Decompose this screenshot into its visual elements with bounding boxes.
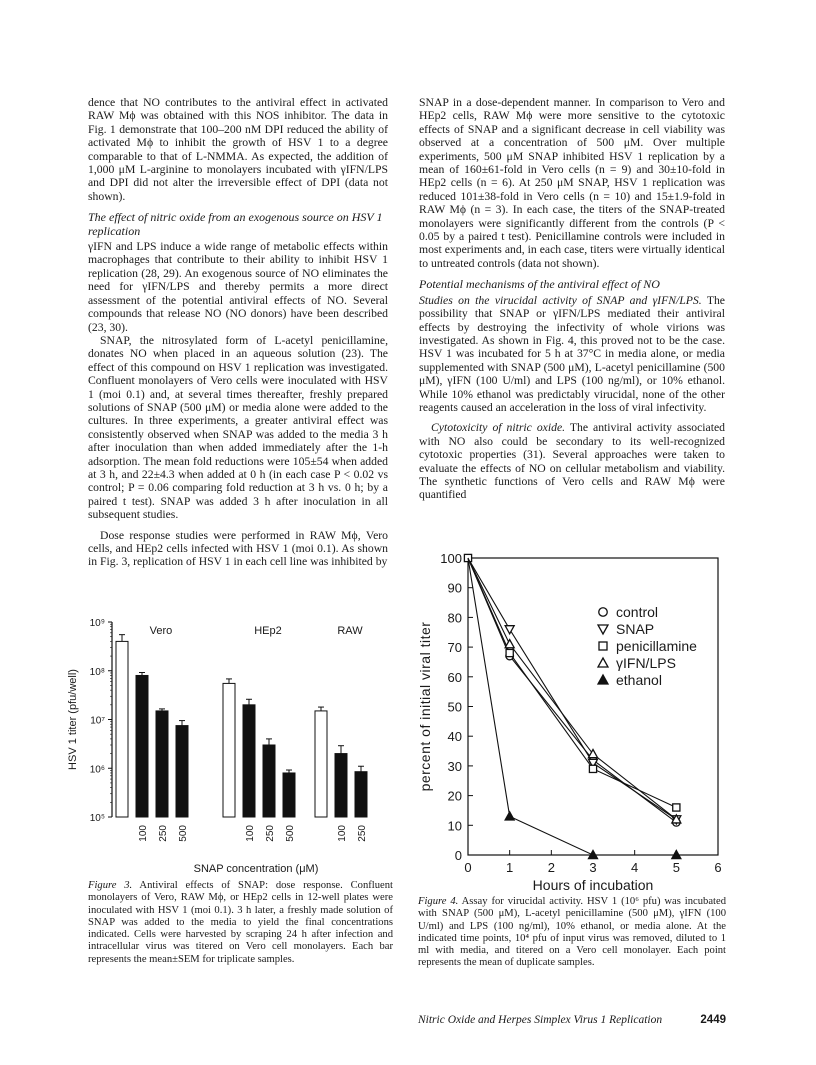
legend-label: penicillamine [616,638,697,654]
paragraph [419,421,725,501]
bar [315,711,327,817]
caption-text: Assay for virucidal activity. HSV 1 (10⁶ pfu) was incubated with SNAP (500 μM), L-acetyl penicillamine (500 μM), γIFN (100 U/ml) and LPS (100 ng/ml), 10% ethanol, or media alone. At the indicated time points, 10⁴ pfu of input virus was removed, diluted to 1 ml with media, and titered on a Vero cell monolayer. Each point represents the mean of duplicate samples. [418,896,726,969]
paragraph [419,294,725,415]
figure-4 [408,548,738,893]
y-tick-label: 40 [447,729,462,745]
running-footer [418,1014,726,1026]
legend-label: control [616,604,659,620]
series-line [468,558,676,855]
caption-label: Figure 3. [88,880,133,891]
figure-4-line-chart [408,548,738,893]
series-line [468,558,676,822]
paragraph-body: The possibility that SNAP or γIFN/LPS mediated their antiviral effects by destroying the infectivity of whole virions was investigated. As shown in Fig. 4, this proved not to be the case. HSV 1 was incubated for 5 h at 37°C in media alone, or media supplemented with SNAP (500 μM), L-acetyl penicillamine (500 μM), γIFN (100 U/ml) and LPS (100 ng/ml), or 10% ethanol. While 10% ethanol was predictably virucidal, none of the other reagents caused an acceleration in the loss of viral infectivity. [419,293,725,414]
section-heading: The effect of nitric oxide from an exogenous source on HSV 1 replication [88,210,383,238]
bar [283,773,295,817]
y-tick-label: 30 [447,758,462,774]
page-number: 2449 [700,1014,726,1026]
legend-label: γIFN/LPS [616,655,676,671]
y-tick-label: 80 [447,610,462,626]
bar [243,705,255,817]
y-tick-label: 0 [454,848,462,863]
group-label: RAW [337,625,363,637]
y-axis-label: HSV 1 titer (pfu/well) [67,669,79,770]
data-point [505,812,514,820]
legend-label: SNAP [616,621,655,637]
y-tick-label: 10 [447,818,462,834]
data-point [505,640,514,648]
y-tick-label: 90 [447,580,462,596]
x-tick-label: 6 [714,860,722,875]
legend-label: ethanol [616,672,662,688]
y-tick-label: 10⁸ [89,666,105,678]
paragraph: Dose response studies were performed in RAW Mϕ, Vero cells, and HEp2 cells infected with HSV 1 (moi 0.1). As shown in Fig. 3, replication of HSV 1 in each cell line was inhibited by [88,528,388,569]
paragraph: SNAP, the nitrosylated form of L-acetyl penicillamine, donates NO when placed in an aqueous solution (23). The effect of this compound on HSV 1 replication was investigated. Confluent monolayers of Vero cells were inoculated with HSV 1 (moi 0.1) and, at several times thereafter, freshly prepared solutions of SNAP (500 μM) or media alone were added to the cultures. In three experiments, a greater antiviral effect was consistently observed when SNAP was added to the media 3 h after inoculation than when added immediately after the 1-h adsorption. The mean fold reductions were 105±54 when added at 3 h, and 22±4.3 when added at 0 h (in each case P < 0.02 vs control; P = 0.06 comparing fold reduction at 3 h vs. 0 h; by a paired t test). SNAP was added 3 h after inoculation in all subsequent studies. [88,333,388,522]
caption-text: Antiviral effects of SNAP: dose response. Confluent monolayers of Vero, RAW Mϕ, or HEp2 cells in 12-well plates were inoculated with HSV 1 (moi 0.1). 3 h later, a freshly made solution of SNAP was added to the media to yield the final concentrations indicated. Cells were harvested by scraping 24 h after infection and intracellular virus was titered on Vero cell monolayers. Each bar represents the mean±SEM for triplicate samples. [88,880,393,965]
x-tick-label: 0 [464,860,472,875]
x-tick-label: 3 [589,860,597,875]
data-point [505,626,514,634]
x-tick-label: 2 [547,860,555,875]
x-tick-label: 250 [158,825,169,842]
data-point [598,675,608,684]
data-point [673,804,680,811]
y-tick-label: 50 [447,699,462,715]
series-snap [468,558,681,824]
y-tick-label: 70 [447,640,462,656]
x-tick-label: 100 [245,825,256,842]
journal-running-title: Nitric Oxide and Herpes Simplex Virus 1 Replication [418,1014,663,1026]
paragraph: dence that NO contributes to the antiviral effect in activated RAW Mϕ was obtained with this NOS inhibitor. The data in Fig. 1 demonstrate that 100–200 nM DPI reduced the ability of activated Mϕ to inhibit the growth of HSV 1 to a degree comparable to that of L-NMMA. As expected, the addition of 1,000 μM L-arginine to monolayers incubated with γIFN/LPS and DPI did not alter the irreversible effect of DPI (data not shown). [88,96,388,203]
series-line [468,558,676,819]
figure-3 [60,610,400,878]
bar [116,641,128,817]
y-tick-label: 100 [440,551,462,566]
caption-label: Figure 4. [418,896,459,907]
x-tick-label: 1 [506,860,514,875]
y-tick-label: 60 [447,669,462,685]
x-tick-label: 100 [138,825,149,842]
data-point [589,765,596,772]
x-axis-label: Hours of incubation [532,877,654,893]
x-tick-label: 250 [265,825,276,842]
x-tick-label: 5 [672,860,680,875]
series-ifnlps [468,558,681,823]
x-tick-label: 250 [357,825,368,842]
group-label: Vero [149,625,173,637]
figure-4-caption [418,896,726,970]
series-control [468,558,680,826]
data-point [598,658,608,667]
series-line [468,558,676,819]
y-tick-label: 10⁶ [89,764,105,776]
paragraph: γIFN and LPS induce a wide range of metabolic effects within macrophages that contribute to their ability to inhibit HSV 1 replication (28, 29). An exogenous source of NO eliminates the need for γIFN/LPS and thereby permits a more direct assessment of the potential antiviral effects of NO. Several compounds that release NO (NO donors) have been described (23, 30). [88,240,388,334]
right-text-column [419,96,725,502]
data-point [506,649,513,656]
y-tick-label: 10⁵ [89,813,105,824]
left-text-column [88,96,388,569]
bar [156,711,168,817]
paragraph: SNAP in a dose-dependent manner. In comparison to Vero and HEp2 cells, RAW Mϕ were more sensitive to the cytotoxic effects of SNAP and a significant decrease in cell viability was observed at a concentration of 500 μM. Over multiple experiments, 500 μM SNAP inhibited HSV 1 replication by a mean of 160±61-fold in Vero cells (n = 9) and 30±10-fold in HEp2 cells (n = 6). At 250 μM SNAP, HSV 1 replication was reduced 101±38-fold in Vero cells (n = 10) and 15±1.9-fold in RAW Mϕ (n = 3). In each case, the titers of the SNAP-treated monolayers were significantly different from the controls (P < 0.05 by a paired t test). Penicillamine controls were included in most experiments and, in each case, titers were virtually identical to untreated controls (data not shown). [419,96,725,270]
data-point [598,625,608,634]
x-tick-label: 500 [178,825,189,842]
section-heading: Potential mechanisms of the antiviral effect of NO [419,277,660,292]
x-tick-label: 100 [337,825,348,842]
bar [263,745,275,817]
x-axis-label: SNAP concentration (μM) [193,863,319,875]
paragraph-lead: Studies on the virucidal activity of SNAP and γIFN/LPS. [419,293,702,307]
y-axis-label: percent of initial viral titer [417,621,433,792]
bar [335,754,347,817]
paragraph-lead: Cytotoxicity of nitric oxide. [431,421,566,435]
data-point [599,608,608,617]
bar [355,772,367,817]
bar [176,726,188,817]
x-tick-label: 4 [631,860,639,875]
bar [223,683,235,817]
bar [136,675,148,817]
group-label: HEp2 [254,625,282,637]
y-tick-label: 20 [447,788,462,804]
y-tick-label: 10⁹ [89,618,105,629]
paragraph-body: The antiviral activity associated with NO also could be secondary to its well-recognized cytotoxic properties (31). Several approaches were taken to evaluate the effects of NO on cellular metabolism and viability. The synthetic functions of Vero cells and RAW Mϕ were quantified [419,421,725,502]
y-tick-label: 10⁷ [90,715,105,727]
data-point [599,642,607,650]
figure-3-bar-chart [60,610,400,878]
x-tick-label: 500 [285,825,296,842]
figure-3-caption [88,880,393,966]
